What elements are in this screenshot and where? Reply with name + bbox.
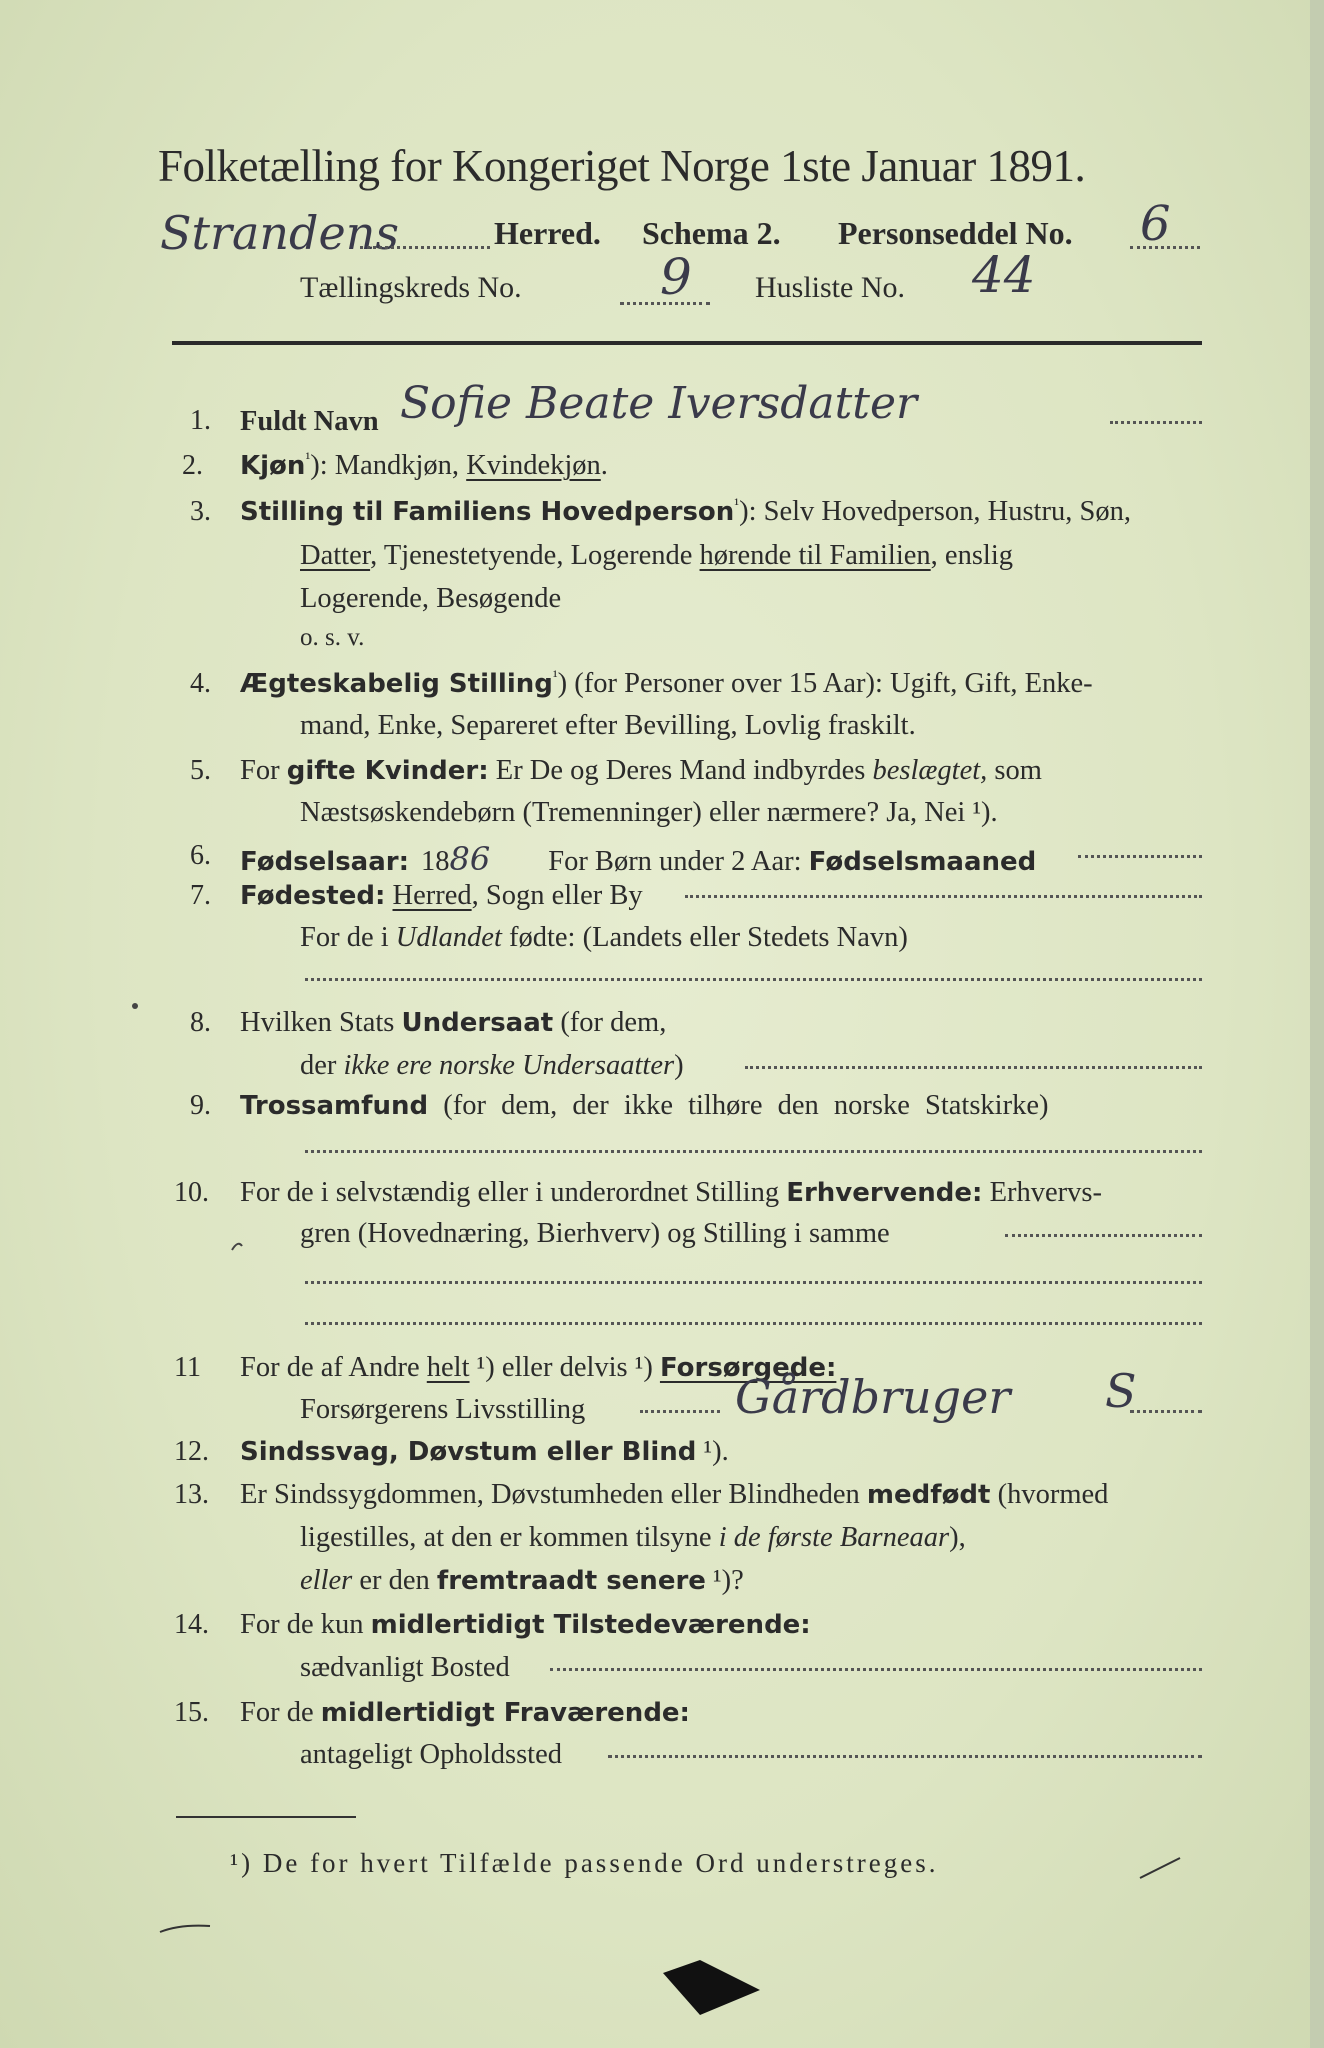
q12-line [240,1436,729,1468]
q7-l2b: Udlandet [395,922,502,953]
q10-pre: For de i selvstændig eller i underordnet Stilling [240,1177,787,1208]
q1-number: 1. [190,405,211,436]
q7-line2 [300,922,908,954]
q11-mid: ¹) eller delvis ¹) [469,1352,660,1383]
herred-label: Herred. [494,215,601,251]
q10-line2: gren (Hovednæring, Bierhverv) og Stilling i samme [300,1218,890,1249]
personseddel-label: Personseddel No. [838,215,1073,251]
q13-number: 13. [174,1479,209,1510]
q7-l2a: For de i [300,922,396,953]
q10-dots3 [305,1322,1202,1325]
q13-label: medfødt [866,1480,991,1510]
q13-l3b: er den [352,1565,437,1596]
q10-l1: Erhvervs- [982,1177,1102,1208]
q13-line3 [300,1565,744,1597]
q5-pre: For [240,755,287,786]
q10-label: Erhvervende: [786,1178,983,1208]
q10-number: 10. [174,1177,209,1208]
q15-label: midlertidigt Fraværende: [320,1698,690,1728]
q6-year-prefix: 18 [421,846,450,877]
q7-herred: Herred [392,880,472,911]
q3-label: Stilling til Familiens Hovedperson [240,497,735,527]
q5-l1c: som [987,755,1042,786]
q13-l1: (hvormed [990,1479,1109,1510]
q4-sup: ¹ [552,668,558,686]
q5-label: gifte Kvinder: [286,756,489,786]
q7-dots2 [305,978,1202,981]
q8-line2 [300,1050,684,1082]
q7-number: 7. [190,880,211,911]
q3-l1: ): Selv Hovedperson, Hustru, Søn, [739,496,1131,527]
q2-line [240,450,608,482]
q15-dots [608,1755,1202,1758]
q10-dots2 [305,1281,1202,1284]
form-title: Folketælling for Kongeriget Norge 1ste Januar 1891. [158,141,1086,191]
q8-l2c: ) [674,1050,684,1081]
q9-line [240,1090,1048,1122]
kreds-label: Tællingskreds No. [300,271,522,304]
q4-number: 4. [190,668,211,699]
herred-dots [360,246,490,249]
q13-line2 [300,1522,966,1554]
q8-pre: Hvilken Stats [240,1007,402,1038]
q8-label: Undersaat [401,1008,554,1038]
footnote: ¹) De for hvert Tilfælde passende Ord understreges. [230,1848,939,1878]
q3-line4: o. s. v. [300,624,365,651]
q14-number: 14. [174,1609,209,1640]
q12-number: 12. [174,1436,209,1467]
q11-line2: Forsørgerens Livsstilling [300,1394,586,1425]
q8-dots [745,1066,1202,1069]
q9-text: (for dem, der ikke tilhøre den norske Statskirke) [428,1090,1049,1121]
q11-label: Forsørgede: [659,1353,837,1383]
q3-number: 3. [190,496,211,527]
q3-horende: hørende til Familien [699,540,931,571]
q15-line1 [240,1697,690,1729]
q8-line1 [240,1007,666,1039]
q15-number: 15. [174,1697,209,1728]
header-rule [172,341,1202,345]
footnote-rule [176,1816,356,1818]
q9-dots [305,1150,1202,1153]
q4-l1: ) (for Personer over 15 Aar): Ugift, Gift, Enke- [557,668,1093,699]
q2-label: Kjøn [240,451,306,481]
q2-text-a: ): Mandkjøn, [310,450,467,481]
q11-dots2 [1130,1410,1202,1413]
q9-number: 9. [190,1090,211,1121]
q8-l2b: ikke ere norske Undersaatter [343,1050,675,1081]
q5-l1b: beslægtet, [872,755,988,786]
q6-text: For Børn under 2 Aar: [548,846,809,877]
kreds-value: 9 [660,248,692,306]
q12-tail: ¹). [696,1436,729,1467]
q3-l2b: , Tjenestetyende, Logerende [370,540,700,571]
q2-kvindekjon: Kvindekjøn [466,450,601,481]
q5-line1 [240,755,1042,787]
q5-number: 5. [190,755,211,786]
q1-value: Sofie Beate Iversdatter [400,378,918,429]
q6-label: Fødselsaar: [240,847,409,877]
q11-mark: S [1105,1364,1137,1418]
q14-pre: For de kun [240,1609,371,1640]
q11-value: Gårdbruger [735,1370,1011,1424]
q13-l3d: ¹)? [705,1565,744,1596]
q3-line3: Logerende, Besøgende [300,583,562,614]
herred-value: Strandens [160,206,399,260]
q14-line1 [240,1609,811,1641]
q11-dots [640,1410,720,1413]
q2-number: 2. [182,450,203,481]
q13-l3c: fremtraadt senere [436,1566,706,1596]
husliste-label: Husliste No. [755,271,905,304]
q1-dots [1110,421,1202,424]
q13-l3a: eller [300,1565,353,1596]
q5-l1a: Er De og Deres Mand indbyrdes [488,755,873,786]
q3-l2d: , enslig [930,540,1013,571]
q3-sup: ¹ [734,496,740,514]
schema-label: Schema 2. [642,215,781,251]
q9-label: Trossamfund [240,1091,429,1121]
q7-label: Fødested: [240,881,386,911]
q14-line2: sædvanligt Bosted [300,1652,510,1683]
q6-line [240,840,1036,878]
q6-year-value: 86 [449,840,491,878]
q2-text-c: . [600,450,608,481]
q8-l2a: der [300,1050,344,1081]
q14-dots [550,1668,1202,1671]
q15-pre: For de [240,1697,321,1728]
q2-sup: ¹ [305,450,311,468]
paper-edge [1310,0,1324,2048]
q14-label: midlertidigt Tilstedeværende: [370,1610,811,1640]
q3-line2 [300,540,1013,572]
husliste-value: 44 [972,246,1036,304]
q4-line2: mand, Enke, Separeret efter Bevilling, Lovlig fraskilt. [300,710,916,741]
q13-pre: Er Sindssygdommen, Døvstumheden eller Blindheden [240,1479,867,1510]
q7-l1b: , Sogn eller By [471,880,643,911]
q6-label2: Fødselsmaaned [808,847,1037,877]
q10-line1 [240,1177,1102,1209]
q3-datter: Datter [300,540,371,571]
q13-l2a: ligestilles, at den er kommen tilsyne [300,1522,719,1553]
q7-l2c: fødte: (Landets eller Stedets Navn) [501,922,908,953]
personseddel-dots [1130,246,1200,249]
personseddel-value: 6 [1140,196,1171,252]
q5-line2: Næstsøskendebørn (Tremenninger) eller nærmere? Ja, Nei ¹). [300,797,998,828]
q10-dots [1005,1234,1202,1237]
q13-l2c: ), [949,1522,966,1553]
q6-number: 6. [190,840,211,871]
q15-line2: antageligt Opholdssted [300,1739,562,1770]
q8-number: 8. [190,1007,211,1038]
q4-line1 [240,668,1093,700]
q6-dots [1078,855,1202,858]
q7-line1 [240,880,643,912]
q11-pre: For de af Andre [240,1352,427,1383]
q12-label: Sindssvag, Døvstum eller Blind [240,1437,697,1467]
q8-l1: (for dem, [553,1007,667,1038]
q13-line1 [240,1479,1108,1511]
q7-dots [685,895,1202,898]
q13-l2b: i de første Barneaar [718,1522,950,1553]
q11-helt: helt [426,1352,470,1383]
q1-label: Fuldt Navn [240,406,379,437]
q11-number: 11 [174,1352,201,1383]
q3-line1 [240,496,1131,528]
q4-label: Ægteskabelig Stilling [240,669,553,699]
